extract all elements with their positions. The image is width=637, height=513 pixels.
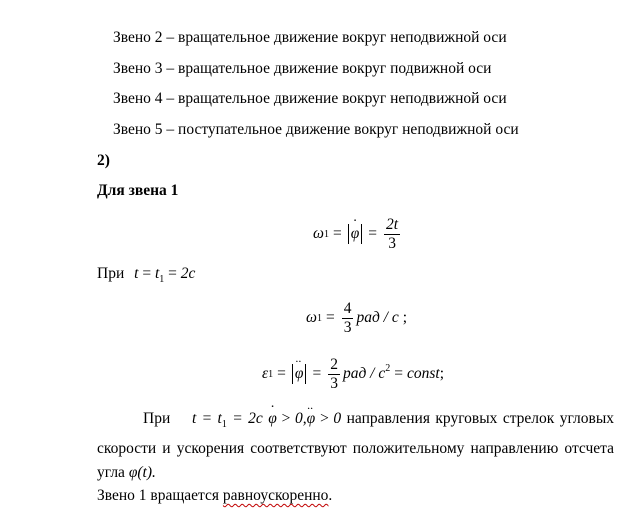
section-number: 2) <box>97 152 110 169</box>
eq1-sub: 1 <box>323 228 329 240</box>
at-sub: 1 <box>159 274 165 286</box>
text-line-zveno-3: Звено 3 – вращательное движение вокруг подвижной оси <box>113 60 492 77</box>
section-heading: Для звена 1 <box>97 182 179 199</box>
at-t1: t <box>154 265 160 282</box>
eq1-lhs: ω <box>313 225 324 242</box>
final-sentence <box>97 487 332 505</box>
eq3-numerator: 2 <box>330 356 338 373</box>
para-sub: 1 <box>221 419 227 431</box>
para-prefix: При <box>143 410 171 427</box>
direction-paragraph <box>97 407 614 485</box>
para-text: направления круговых стрелок угловых скорости и ускорения соответствуют положительному направлению отсчета угла <box>97 410 615 482</box>
para-phi-cond2: ·· φ > 0 <box>307 407 342 431</box>
at-t: t <box>134 265 139 282</box>
text-line-zveno-2: Звено 2 – вращательное движение вокруг неподвижной оси <box>113 29 507 46</box>
eq2-tail: ; <box>402 309 408 326</box>
eq1-numerator: 2t <box>386 216 399 233</box>
final-suffix: . <box>328 487 333 504</box>
at-value: 2c <box>180 265 196 282</box>
equation-omega1-value: ω 1 = $\frac{4}{3}$ рад / с ; <box>306 300 408 336</box>
eq2-denominator: 3 <box>343 319 352 336</box>
final-prefix: Звено 1 вращается <box>97 487 223 504</box>
eq3-phi: ·· φ <box>295 365 304 383</box>
eq3-tail: ; <box>439 365 444 382</box>
eq3-sub: 1 <box>268 368 274 380</box>
para-cond: t = t <box>191 410 222 427</box>
para-cond2: = 2c <box>232 410 263 427</box>
eq3-sup: 2 <box>385 362 391 374</box>
para-angle: φ(t). <box>128 464 156 482</box>
eq2-numerator: 4 <box>343 300 352 317</box>
eq2-lhs: ω <box>306 309 317 326</box>
text-line-zveno-4: Звено 4 – вращательное движение вокруг неподвижной оси <box>113 90 507 107</box>
eq3-lhs: ε <box>262 365 269 382</box>
eq3-unit: рад / с <box>342 365 386 382</box>
eq1-phi: · φ <box>351 225 360 243</box>
equation-epsilon1: ε 1 = ·· φ = $\frac{2}{3}$ рад / с $^2$ = const ; <box>262 352 444 396</box>
eq3-const: const <box>406 365 440 382</box>
eq2-unit: рад / с <box>356 309 399 326</box>
eq2-sub: 1 <box>316 312 322 324</box>
eq1-denominator: 3 <box>388 235 396 252</box>
text-line-zveno-5: Звено 5 – поступательное движение вокруг неподвижной оси <box>113 121 519 138</box>
at-prefix: При <box>97 265 125 282</box>
equation-omega1: ω 1 = · φ = $\frac{2t}{3}$ <box>313 214 403 254</box>
eq3-denominator: 3 <box>330 375 338 392</box>
at-time-condition: При $t = t_1 = 2c$ <box>97 265 196 286</box>
final-word-spellcheck: равноускоренно <box>222 487 329 504</box>
para-phi-cond1: · φ > 0, <box>268 407 306 431</box>
